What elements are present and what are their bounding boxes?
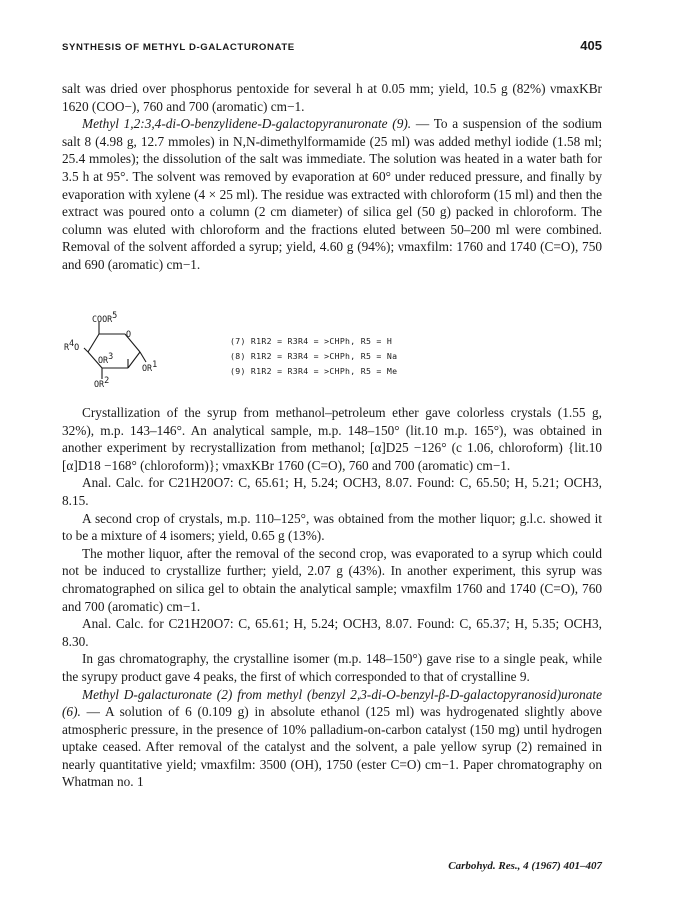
- label-or3: $OR^3$: [98, 352, 114, 365]
- page-number: 405: [580, 38, 602, 53]
- running-head-title: SYNTHESIS OF METHYL D-GALACTURONATE: [62, 42, 295, 53]
- paragraph-analysis-2: Anal. Calc. for C21H20O7: C, 65.61; H, 5.24; OCH3, 8.07. Found: C, 65.37; H, 5.35; OCH3, 8.30.: [62, 616, 602, 649]
- structure-figure: [62, 312, 602, 392]
- label-ring-oxygen: O: [126, 329, 132, 339]
- compound-heading: Methyl D-galacturonate (2) from methyl (benzyl 2,3-di-O-benzyl-β-D-galactopyranosid)uronate (6).: [62, 686, 602, 720]
- body-text-top: [62, 80, 602, 274]
- journal-citation: Carbohyd. Res., 4 (1967) 401–407: [448, 860, 602, 872]
- paragraph-hydrogenation: [62, 686, 602, 792]
- paragraph-second-crop: A second crop of crystals, m.p. 110–125°, was obtained from the mother liquor; g.l.c. showed it to be a mixture of 4 isomers; yield, 0.65 g (13%).: [62, 510, 602, 544]
- procedure-text: — To a suspension of the sodium salt 8 (4.98 g, 12.7 mmoles) in N,N-dimethylformamide (25 ml) was added methyl iodide (1.58 ml; 25.4 mmoles); the dissolution of the salt was immediate. The solution was heated in a water bath for 3.5 h at 95°. The solvent was removed by evaporation at 60° under reduced pressure, and finally by evaporation with xylene (4 × 25 ml). The residue was extracted with chloroform (15 ml) and then the extract was poured onto a column (2 cm diameter) of silica gel (50 g) packed in chloroform. The column was eluted with chloroform and the fractions eluted between 50–200 ml were combined. Removal of the solvent afforded a syrup; yield, 4.60 g (94%); νmaxfilm: 1760 and 1740 (C=O), 750 and 690 (aromatic) cm−1.: [62, 116, 602, 272]
- label-or2: $OR^2$: [94, 376, 110, 389]
- label-or1: $OR^1$: [142, 360, 158, 373]
- body-text-bottom: [62, 404, 602, 791]
- paragraph-methyl-ester-prep: [62, 115, 602, 273]
- label-r4o: $R^4O$: [64, 339, 80, 352]
- paragraph-salt-drying: salt was dried over phosphorus pentoxide for several h at 0.05 mm; yield, 10.5 g (82%) νmaxKBr 1620 (COO−), 760 and 700 (aromatic) cm−1.: [62, 81, 602, 114]
- legend-line: (7) R1R2 = R3R4 = >CHPh, R5 = H: [230, 336, 393, 346]
- legend-line: (9) R1R2 = R3R4 = >CHPh, R5 = Me: [230, 366, 398, 376]
- compound-heading: Methyl 1,2:3,4-di-O-benzylidene-D-galactopyranuronate (9).: [82, 116, 412, 132]
- paragraph-mother-liquor: The mother liquor, after the removal of the second crop, was evaporated to a syrup which could not be induced to crystallize further; yield, 2.07 g (43%). In another experiment, this syrup was chromatographed on silica gel to obtain the analytical sample; νmaxfilm 1760 and 1740 (C=O), 760 and 700 (aromatic) cm−1.: [62, 545, 602, 614]
- paragraph-gas-chromatography: In gas chromatography, the crystalline isomer (m.p. 148–150°) gave rise to a single peak, while the syrupy product gave 4 peaks, the first of which corresponded to that of crystalline 9.: [62, 651, 602, 684]
- pyranose-ring-structure: [62, 312, 212, 392]
- paragraph-crystallization: Crystallization of the syrup from methanol–petroleum ether gave colorless crystals (1.55 g, 32%), m.p. 143–146°. An analytical sample, m.p. 148–150° (lit.10 m.p. 165°), was obtained in another experiment by recrystallization from methanol; [α]D25 −126° (c 1.06, chloroform) {lit.10 [α]D18 −168° (chloroform)}; νmaxKBr 1760 (C=O), 760 and 700 (aromatic) cm−1.: [62, 405, 602, 473]
- running-head: [62, 38, 602, 58]
- paragraph-analysis-1: Anal. Calc. for C21H20O7: C, 65.61; H, 5.24; OCH3, 8.07. Found: C, 65.50; H, 5.21; OCH3, 8.15.: [62, 475, 602, 508]
- procedure-text: — A solution of 6 (0.109 g) in absolute ethanol (125 ml) was hydrogenated slightly above atmospheric pressure, in the presence of 10% palladium-on-carbon catalyst (150 mg) until hydrogen uptake ceased. After removal of the catalyst and the solvent, a pale yellow syrup (2) remained in nearly quantitative yield; νmaxfilm: 3500 (OH), 1750 (ester C=O) cm−1. Paper chromatography on Whatman no. 1: [62, 704, 602, 790]
- label-coor5: COOR$^5$: [92, 311, 118, 324]
- structure-legend: [230, 334, 397, 379]
- legend-line: (8) R1R2 = R3R4 = >CHPh, R5 = Na: [230, 351, 398, 361]
